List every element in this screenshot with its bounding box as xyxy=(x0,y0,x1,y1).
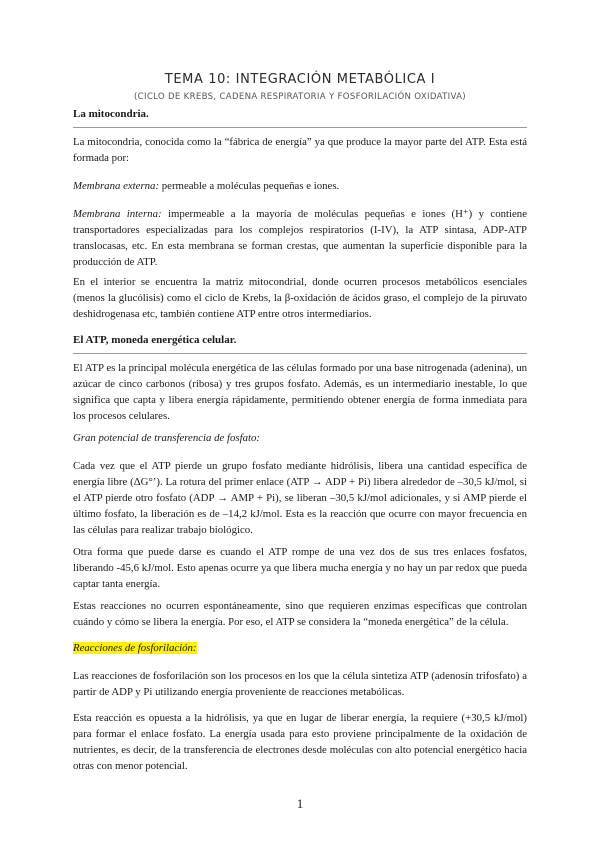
outer-membrane-label: Membrana externa: xyxy=(73,180,160,192)
paragraph-matrix: En el interior se encuentra la matriz mitocondrial, donde ocurren procesos metabólicos esenciales (menos la glucólisis) como el ciclo de Krebs, la β-oxidación de ácidos graso, el complejo de la piruvato deshidrogenasa etc, también contiene ATP entre otros intermediarios. xyxy=(73,276,527,320)
paragraph-hydrolysis: Cada vez que el ATP pierde un grupo fosfato mediante hidrólisis, libera una cantidad específica de energía libre (ΔG°’). La rotura del primer enlace (ATP → ADP + Pi) libera alrededor de –30,5 kJ/mol, si el ATP pierde otro fosfato (ADP → AMP + Pi), se liberan –30,5 kJ/mol adicionales, y si AMP pierde el último fosfato, la liberación es de –14,2 kJ/mol. Esta es la reacción que ocurre con mayor frecuencia en las células para realizar trabajo biológico. xyxy=(73,460,527,536)
paragraph-enzymes: Estas reacciones no ocurren espontáneamente, sino que requieren enzimas específicas que controlan cuándo y cómo se libera la energía. Por eso, el ATP se considera la “moneda energética” de la célula. xyxy=(73,600,527,628)
highlighted-subheading: Reacciones de fosforilación: xyxy=(73,642,197,654)
page-number: 1 xyxy=(296,796,304,811)
paragraph-inner-membrane xyxy=(73,206,527,270)
section-heading-atp: El ATP, moneda energética celular. xyxy=(73,334,237,346)
inner-membrane-text: impermeable a la mayoría de moléculas pequeñas e iones (H⁺) y contiene transportadores especializadas para los complejos respiratorios (I-IV), la ATP sintasa, ADP-ATP translocasas, etc. En esta membrana se forman crestas, que aumentan la superficie disponible para la producción de ATP. xyxy=(73,208,527,268)
paragraph-outer-membrane xyxy=(73,178,527,194)
outer-membrane-text: permeable a moléculas pequeñas e iones. xyxy=(159,180,340,192)
paragraph-phosphorylation-energy: Esta reacción es opuesta a la hidrólisis, ya que en lugar de liberar energía, la requiere (+30,5 kJ/mol) para formar el enlace fosfato. La energía usada para esto proviene principalmente de la oxidación de nutrientes, es decir, de la transferencia de electrones desde moléculas con alto potencial energético hacia otras con menor potencial. xyxy=(73,712,527,772)
section-divider xyxy=(73,127,527,128)
inner-membrane-label: Membrana interna: xyxy=(73,208,162,220)
section-heading-mitocondria: La mitocondria. xyxy=(73,108,149,120)
paragraph-double-bond: Otra forma que puede darse es cuando el ATP rompe de una vez dos de sus tres enlaces fosfatos, liberando -45,6 kJ/mol. Esto apenas ocurre ya que libera mucha energía y no hay un par redox que pueda captar tanta energía. xyxy=(73,546,527,590)
paragraph-mitocondria-intro: La mitocondria, conocida como la “fábrica de energía” ya que produce la mayor parte del ATP. Esta está formada por: xyxy=(73,136,527,164)
subheading-phosphorylation xyxy=(73,640,527,656)
subheading-phosphate-transfer: Gran potencial de transferencia de fosfato: xyxy=(73,432,261,444)
document-title: TEMA 10: INTEGRACIÓN METABÓLICA I xyxy=(164,72,436,87)
paragraph-phosphorylation: Las reacciones de fosforilación son los procesos en los que la célula sintetiza ATP (adenosín trifosfato) a partir de ADP y Pi utilizando energía proveniente de reacciones metabólicas. xyxy=(73,670,527,698)
section-divider xyxy=(73,353,527,354)
document-subtitle: (CICLO DE KREBS, CADENA RESPIRATORIA Y FOSFORILACIÓN OXIDATIVA) xyxy=(134,92,466,102)
paragraph-atp-intro: El ATP es la principal molécula energética de las células formado por una base nitrogenada (adenina), un azúcar de cinco carbonos (ribosa) y tres grupos fosfato. Además, es un intermediario inestable, lo que significa que capta y libera energía rápidamente, permitiendo obtener energía de forma inmediata para los procesos celulares. xyxy=(73,362,527,422)
